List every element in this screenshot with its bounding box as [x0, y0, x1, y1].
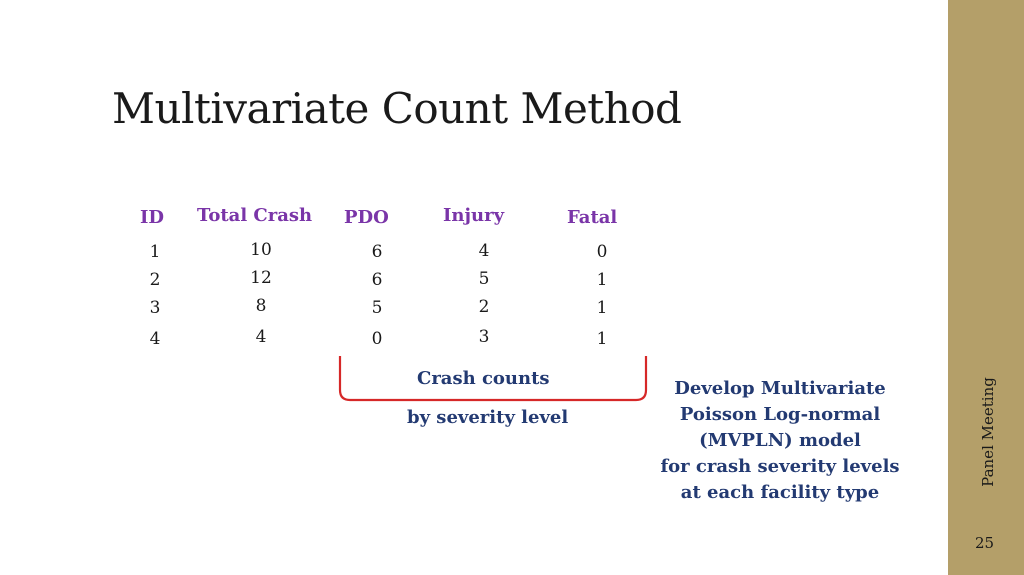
- header-total-crash: Total Crash: [197, 205, 313, 226]
- table-cell-pdo: 6: [371, 242, 383, 262]
- footer-label: Panel Meeting: [979, 377, 997, 487]
- model-note: [640, 376, 920, 506]
- table-cell-id: 3: [149, 298, 161, 318]
- table-cell-pdo: 6: [371, 270, 383, 290]
- table-cell-fatal: 1: [596, 298, 608, 318]
- table-cell-injury: 2: [478, 297, 490, 317]
- crash-counts-label: Crash counts: [417, 368, 550, 389]
- table-cell-id: 1: [149, 242, 161, 262]
- table-cell-pdo: 5: [371, 298, 383, 318]
- model-note-line: for crash severity levels: [660, 456, 900, 477]
- table-cell-id: 2: [149, 270, 161, 290]
- sidebar-band: [948, 0, 1024, 575]
- table-cell-injury: 3: [478, 327, 490, 347]
- header-id: ID: [140, 207, 165, 228]
- table-cell-total: 10: [250, 240, 272, 260]
- table-cell-total: 8: [255, 296, 267, 316]
- table-cell-pdo: 0: [371, 329, 383, 349]
- header-pdo: PDO: [344, 207, 389, 228]
- table-cell-fatal: 0: [596, 242, 608, 262]
- table-cell-injury: 5: [478, 269, 490, 289]
- model-note-line: at each facility type: [680, 482, 880, 503]
- table-cell-id: 4: [149, 329, 161, 349]
- table-cell-total: 12: [250, 268, 272, 288]
- page-number: 25: [975, 534, 995, 552]
- header-fatal: Fatal: [567, 207, 618, 228]
- model-note-line: (MVPLN) model: [699, 430, 861, 451]
- model-note-line: Poisson Log-normal: [679, 404, 881, 425]
- severity-level-label: by severity level: [407, 407, 569, 428]
- table-cell-fatal: 1: [596, 270, 608, 290]
- header-injury: Injury: [443, 205, 505, 226]
- slide-title: Multivariate Count Method: [112, 84, 682, 133]
- model-note-line: Develop Multivariate: [674, 378, 886, 399]
- table-cell-fatal: 1: [596, 329, 608, 349]
- table-cell-total: 4: [255, 327, 267, 347]
- table-cell-injury: 4: [478, 241, 490, 261]
